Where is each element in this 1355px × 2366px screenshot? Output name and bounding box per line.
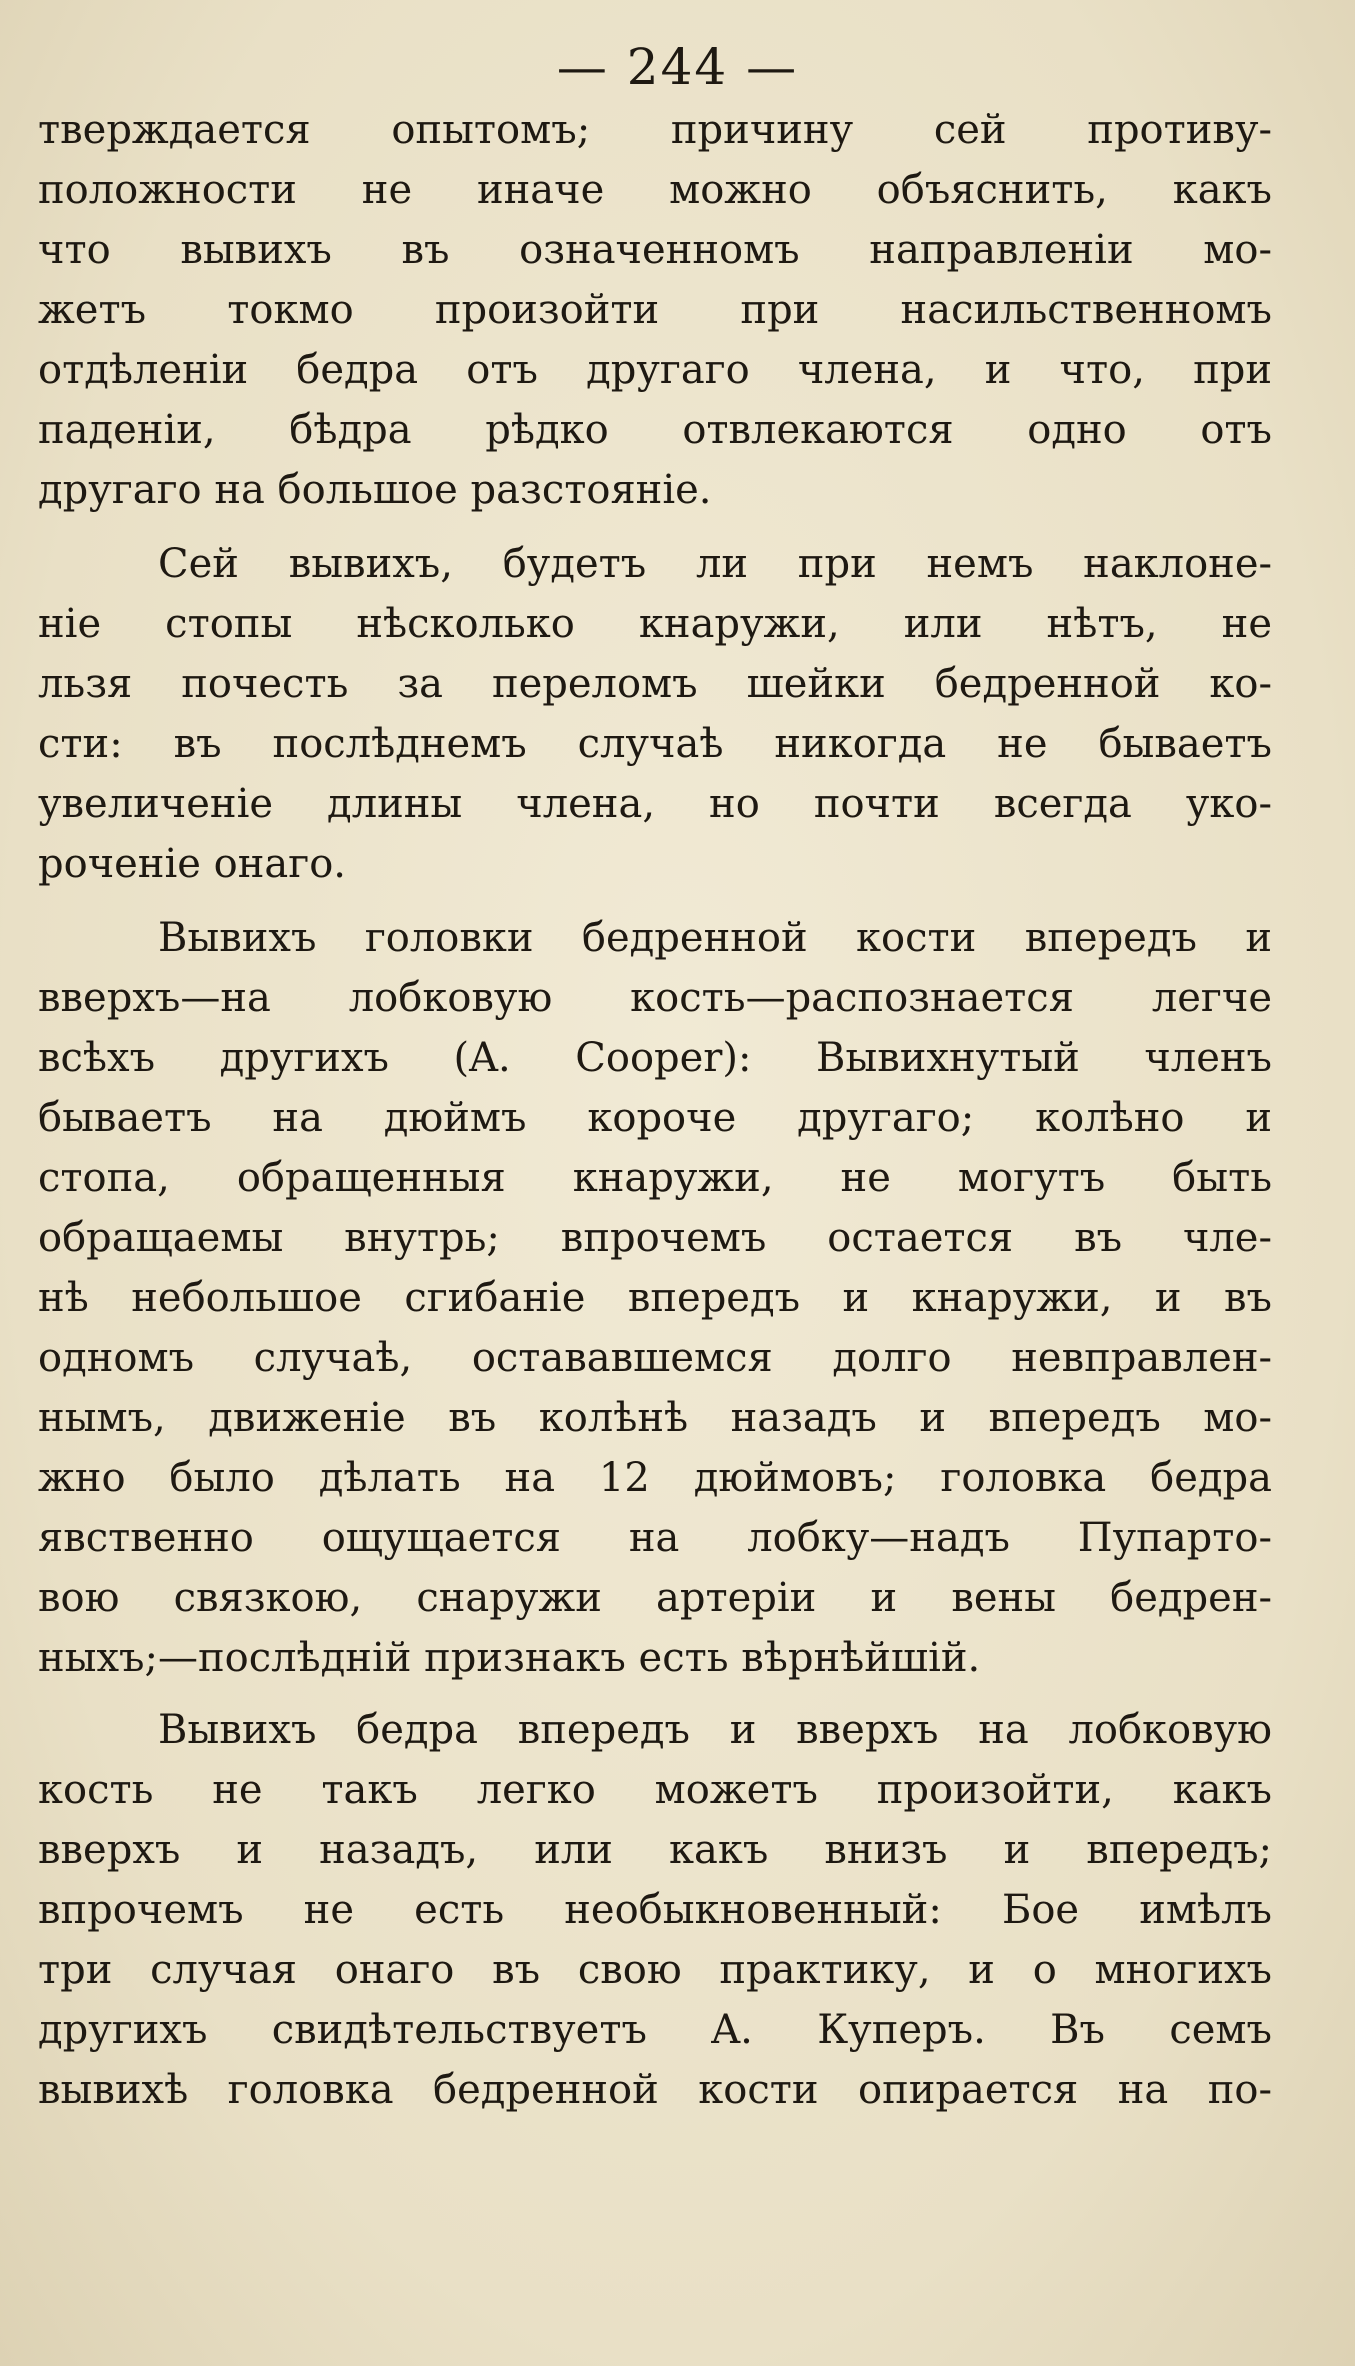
text-line: бываетъ на дюймъ короче другаго; колѣно и: [38, 1095, 1272, 1141]
text-line: обращаемы внутрь; впрочемъ остается въ чле-: [38, 1215, 1272, 1261]
text-line: Сей вывихъ, будетъ ли при немъ наклоне-: [158, 541, 1272, 587]
text-line: вою связкою, снаружи артеріи и вены бедрен-: [38, 1575, 1272, 1621]
text-line: увеличеніе длины члена, но почти всегда уко-: [38, 781, 1272, 827]
text-line: одномъ случаѣ, остававшемся долго невправлен-: [38, 1335, 1272, 1381]
text-line: нѣ небольшое сгибаніе впередъ и кнаружи, и въ: [38, 1275, 1272, 1321]
text-line: вывихѣ головка бедренной кости опирается на по-: [38, 2067, 1272, 2113]
text-line: сти: въ послѣднемъ случаѣ никогда не бываетъ: [38, 721, 1272, 767]
text-line: льзя почесть за переломъ шейки бедренной ко-: [38, 661, 1272, 707]
text-line: что вывихъ въ означенномъ направленіи мо-: [38, 227, 1272, 273]
text-line: роченіе онаго.: [38, 841, 346, 887]
text-line: паденіи, бѣдра рѣдко отвлекаются одно отъ: [38, 407, 1272, 453]
paragraph-4: [38, 1700, 1272, 2120]
text-line: жетъ токмо произойти при насильственномъ: [38, 287, 1272, 333]
body-text: [38, 100, 1272, 2120]
text-line: вверхъ и назадъ, или какъ внизъ и впередъ;: [38, 1827, 1272, 1873]
text-line: ныхъ;—послѣдній признакъ есть вѣрнѣйшій.: [38, 1635, 981, 1681]
text-line: явственно ощущается на лобку—надъ Пупарто-: [38, 1515, 1272, 1561]
text-line: Вывихъ головки бедренной кости впередъ и: [158, 915, 1272, 961]
text-line: ніе стопы нѣсколько кнаружи, или нѣтъ, не: [38, 601, 1272, 647]
paragraph-2: [38, 534, 1272, 894]
text-line: всѣхъ другихъ (A. Cooper): Вывихнутый членъ: [38, 1035, 1272, 1081]
text-line: кость не такъ легко можетъ произойти, какъ: [38, 1767, 1272, 1813]
text-line: впрочемъ не есть необыкновенный: Бое имѣлъ: [38, 1887, 1272, 1933]
text-line: тверждается опытомъ; причину сей противу-: [38, 107, 1272, 153]
text-line: три случая онаго въ свою практику, и о многихъ: [38, 1947, 1272, 1993]
text-line: вверхъ—на лобковую кость—распознается легче: [38, 975, 1272, 1021]
page-number: — 244 —: [556, 38, 799, 96]
paragraph-1: [38, 100, 1272, 520]
text-line: стопа, обращенныя кнаружи, не могутъ быть: [38, 1155, 1272, 1201]
text-line: нымъ, движеніе въ колѣнѣ назадъ и впередъ мо-: [38, 1395, 1272, 1441]
text-line: положности не иначе можно объяснить, какъ: [38, 167, 1272, 213]
text-line: отдѣленіи бедра отъ другаго члена, и что, при: [38, 347, 1272, 393]
text-line: другаго на большое разстояніе.: [38, 467, 712, 513]
text-line: другихъ свидѣтельствуетъ A. Куперъ. Въ семъ: [38, 2007, 1272, 2053]
paragraph-3: [38, 908, 1272, 1688]
text-line: Вывихъ бедра впередъ и вверхъ на лобковую: [158, 1707, 1272, 1753]
text-line: жно было дѣлать на 12 дюймовъ; головка бедра: [38, 1455, 1272, 1501]
